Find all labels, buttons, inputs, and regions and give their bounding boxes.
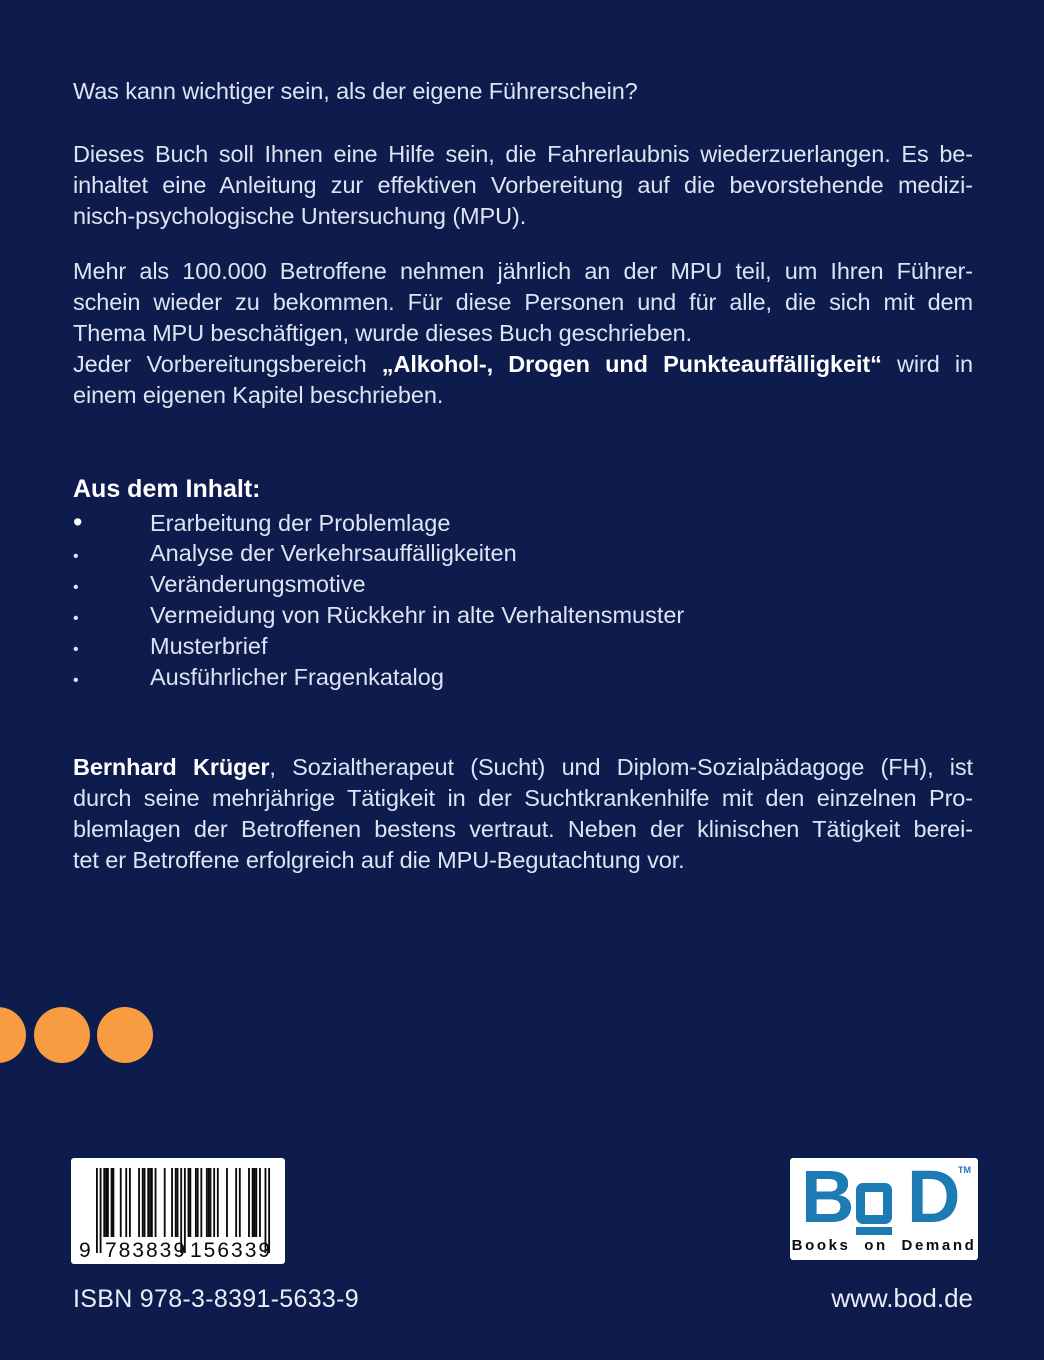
orange-dot-icon: [34, 1007, 90, 1063]
list-item: [73, 569, 973, 600]
tagline: [73, 76, 973, 107]
text-segment: nisch-psychologische Untersuchung (MPU).: [73, 203, 527, 229]
isbn-text: ISBN 978-3-8391-5633-9: [73, 1285, 359, 1313]
orange-dot-icon: [0, 1007, 26, 1063]
list-item: [73, 662, 973, 693]
list-item: [73, 538, 973, 569]
text-segment: Was kann wichtiger sein, als der eigene Führerschein?: [73, 78, 638, 104]
bullet-icon: •: [73, 507, 83, 537]
text-segment: , Sozialtherapeut (Sucht) und Diplom-Sozialpädagoge (FH), ist: [269, 754, 973, 780]
bod-logo-o-underline-icon: [856, 1227, 892, 1235]
contents-heading: Aus dem Inhalt:: [73, 475, 261, 503]
text-segment: Dieses Buch soll Ihnen eine Hilfe sein, die Fahrerlaubnis wiederzuerlangen. Es be-: [73, 141, 973, 167]
list-item-label: Veränderungsmotive: [150, 571, 366, 597]
text-segment: Thema MPU beschäftigen, wurde dieses Buch geschrieben.: [73, 320, 692, 346]
text-segment: wird in: [881, 351, 973, 377]
bod-logo-letter-o-icon: [856, 1183, 892, 1224]
text-segment: Mehr als 100.000 Betroffene nehmen jährlich an der MPU teil, um Ihren Führer-: [73, 258, 973, 284]
contents-list: [73, 507, 973, 693]
bullet-icon: •: [73, 610, 79, 627]
bold-text-segment: Bernhard Krüger: [73, 754, 270, 780]
text-line: [73, 76, 973, 107]
bullet-icon: •: [73, 548, 79, 565]
bod-logo-letter-b: B: [801, 1155, 855, 1238]
author-paragraph: [73, 752, 973, 876]
text-segment: tet er Betroffene erfolgreich auf die MPU-Begutachtung vor.: [73, 847, 685, 873]
bullet-icon: •: [73, 641, 79, 658]
text-segment: durch seine mehrjährige Tätigkeit in der Suchtkrankenhilfe mit den einzelnen Pro-: [73, 785, 973, 811]
bold-text-segment: „Alkohol-, Drogen und Punkteauffälligkeit“: [381, 351, 882, 377]
text-line: [73, 349, 973, 380]
bod-logo-letter-d: D: [907, 1155, 961, 1238]
orange-dot-icon: [97, 1007, 153, 1063]
text-segment: schein wieder zu bekommen. Für diese Personen und für alle, die sich mit dem: [73, 289, 973, 315]
list-item-label: Ausführlicher Fragenkatalog: [150, 664, 444, 690]
text-segment: inhaltet eine Anleitung zur effektiven Vorbereitung auf die bevorstehende medizi-: [73, 172, 973, 198]
text-segment: einem eigenen Kapitel beschrieben.: [73, 382, 444, 408]
bullet-icon: •: [73, 672, 79, 689]
list-item-label: Vermeidung von Rückkehr in alte Verhaltensmuster: [150, 602, 685, 628]
barcode-digit-group-2: 156339: [190, 1239, 273, 1262]
isbn-barcode: [71, 1158, 285, 1264]
list-item-label: Erarbeitung der Problemlage: [150, 510, 451, 536]
text-line: [73, 139, 973, 170]
barcode-lead-digit: 9: [79, 1239, 91, 1262]
bod-logo: [790, 1155, 978, 1260]
text-line: [73, 752, 973, 783]
barcode-digit-group-1: 783839: [104, 1239, 188, 1262]
list-item-label: Musterbrief: [150, 633, 268, 659]
text-segment: blemlagen der Betroffenen bestens vertraut. Neben der klinischen Tätigkeit berei-: [73, 816, 973, 842]
intro-paragraph: [73, 139, 973, 232]
text-line: [73, 201, 973, 232]
list-item: [73, 600, 973, 631]
trademark-symbol: TM: [958, 1165, 971, 1175]
text-line: [73, 783, 973, 814]
text-segment: Jeder Vorbereitungsbereich: [73, 351, 382, 377]
audience-paragraph: [73, 256, 973, 411]
list-item: [73, 631, 973, 662]
list-item-label: Analyse der Verkehrsauffälligkeiten: [150, 540, 517, 566]
text-line: [73, 256, 973, 287]
text-line: [73, 287, 973, 318]
text-line: [73, 318, 973, 349]
text-line: [73, 170, 973, 201]
website-url: www.bod.de: [831, 1283, 973, 1313]
text-line: [73, 380, 973, 411]
list-item: [73, 507, 973, 538]
bod-logo-subtitle: Books on Demand: [791, 1237, 977, 1254]
text-line: [73, 845, 973, 876]
bullet-icon: •: [73, 579, 79, 596]
text-line: [73, 814, 973, 845]
